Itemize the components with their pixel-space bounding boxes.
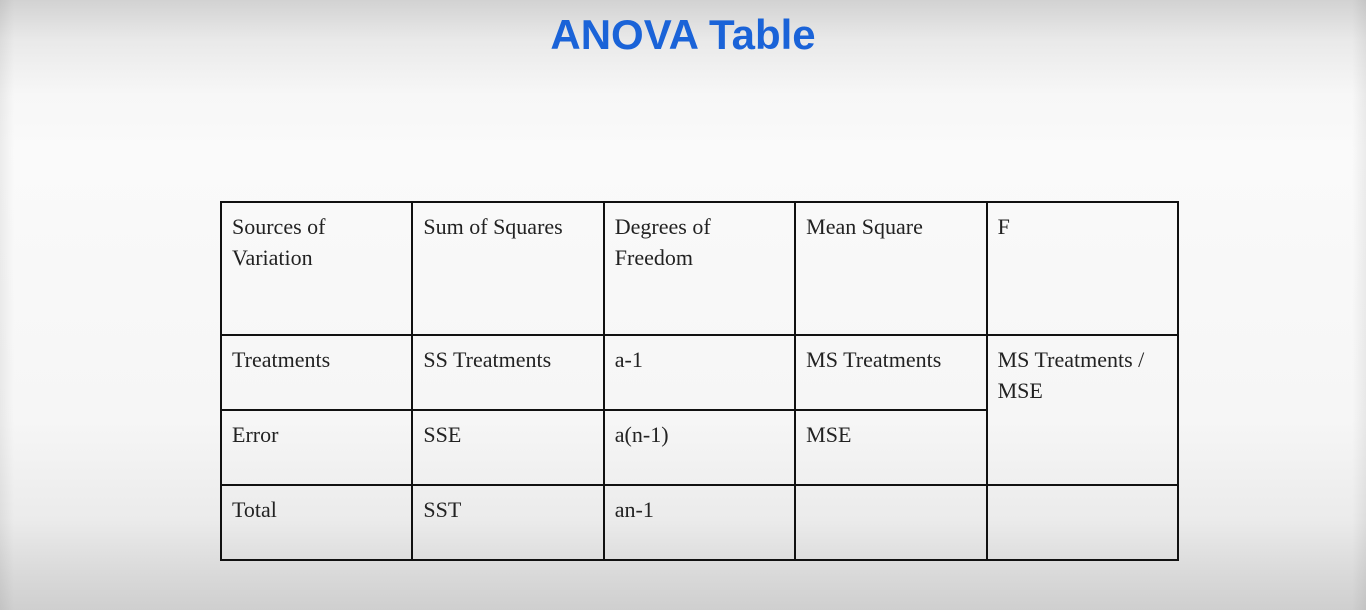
table-row-total [221,485,1178,560]
cell-degrees-of-freedom: a(n-1) [604,410,795,485]
header-degrees-of-freedom: Degrees of Freedom [604,202,795,335]
header-sources-of-variation: Sources of Variation [221,202,412,335]
cell-source: Total [221,485,412,560]
cell-source: Error [221,410,412,485]
cell-sum-of-squares: SS Treatments [412,335,603,410]
cell-mean-square: MSE [795,410,986,485]
cell-sum-of-squares: SSE [412,410,603,485]
header-f: F [987,202,1178,335]
cell-sum-of-squares: SST [412,485,603,560]
table-row-treatments [221,335,1178,410]
anova-table [220,201,1179,561]
cell-f-statistic [987,485,1178,560]
cell-mean-square [795,485,986,560]
cell-degrees-of-freedom: a-1 [604,335,795,410]
header-mean-square: Mean Square [795,202,986,335]
cell-source: Treatments [221,335,412,410]
slide-title: ANOVA Table [550,11,816,58]
cell-f-statistic: MS Treatments / MSE [987,335,1178,485]
slide-edge-right [1352,0,1366,610]
cell-mean-square: MS Treatments [795,335,986,410]
slide-edge-left [0,0,14,610]
cell-degrees-of-freedom: an-1 [604,485,795,560]
table-header-row [221,202,1178,335]
header-sum-of-squares: Sum of Squares [412,202,603,335]
